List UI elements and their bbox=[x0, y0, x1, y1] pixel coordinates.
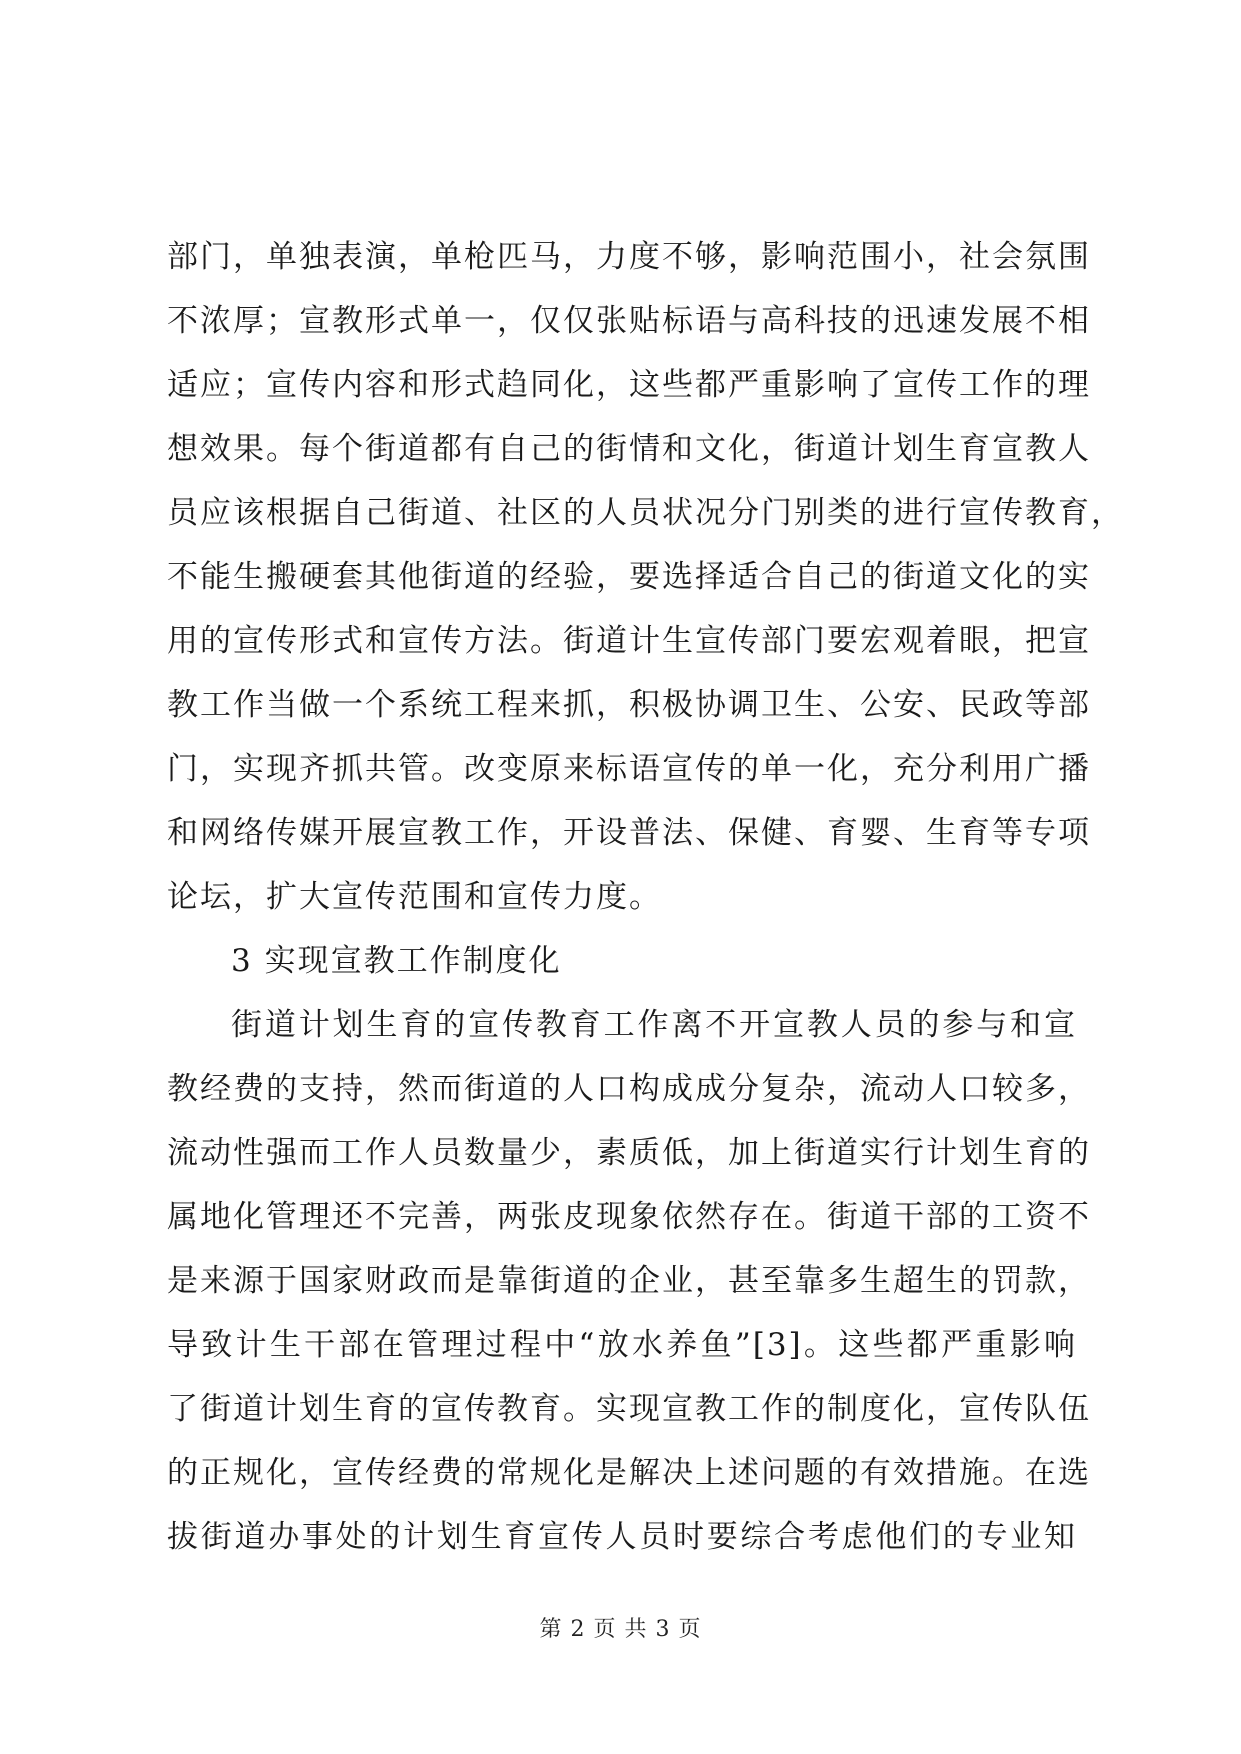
text-line: 和网络传媒开展宣教工作，开设普法、保健、育婴、生育等专项 bbox=[167, 815, 1091, 851]
text-line: 的正规化，宣传经费的常规化是解决上述问题的有效措施。在选 bbox=[167, 1455, 1091, 1491]
text-line: 部门，单独表演，单枪匹马，力度不够，影响范围小，社会氛围 bbox=[167, 239, 1091, 275]
text-line: 不浓厚；宣教形式单一，仅仅张贴标语与高科技的迅速发展不相 bbox=[167, 303, 1091, 339]
text-line: 适应；宣传内容和形式趋同化，这些都严重影响了宣传工作的理 bbox=[167, 367, 1091, 403]
text-line: 导致计生干部在管理过程中“放水养鱼”[3]。这些都严重影响 bbox=[167, 1327, 1077, 1363]
text-line: 拔街道办事处的计划生育宣传人员时要综合考虑他们的专业知 bbox=[167, 1519, 1077, 1555]
text-line: 属地化管理还不完善，两张皮现象依然存在。街道干部的工资不 bbox=[167, 1199, 1091, 1235]
text-line: 员应该根据自己街道、社区的人员状况分门别类的进行宣传教育， bbox=[167, 495, 1124, 531]
text-line: 想效果。每个街道都有自己的街情和文化，街道计划生育宣教人 bbox=[167, 431, 1091, 467]
text-line: 是来源于国家财政而是靠街道的企业，甚至靠多生超生的罚款， bbox=[167, 1263, 1091, 1299]
text-line: 教经费的支持，然而街道的人口构成成分复杂，流动人口较多， bbox=[167, 1071, 1091, 1107]
text-line: 流动性强而工作人员数量少，素质低，加上街道实行计划生育的 bbox=[167, 1135, 1091, 1171]
page-number-footer: 第 2 页 共 3 页 bbox=[539, 1617, 702, 1642]
text-line: 街道计划生育的宣传教育工作离不开宣教人员的参与和宣 bbox=[231, 1007, 1077, 1043]
text-line: 论坛，扩大宣传范围和宣传力度。 bbox=[167, 879, 662, 915]
section-heading: 3 实现宣教工作制度化 bbox=[231, 943, 562, 979]
text-line: 不能生搬硬套其他街道的经验，要选择适合自己的街道文化的实 bbox=[167, 559, 1091, 595]
body-text bbox=[167, 225, 1124, 1569]
text-line: 教工作当做一个系统工程来抓，积极协调卫生、公安、民政等部 bbox=[167, 687, 1091, 723]
text-line: 用的宣传形式和宣传方法。街道计生宣传部门要宏观着眼，把宣 bbox=[167, 623, 1091, 659]
text-line: 门，实现齐抓共管。改变原来标语宣传的单一化，充分利用广播 bbox=[167, 751, 1091, 787]
text-line: 了街道计划生育的宣传教育。实现宣教工作的制度化，宣传队伍 bbox=[167, 1391, 1091, 1427]
